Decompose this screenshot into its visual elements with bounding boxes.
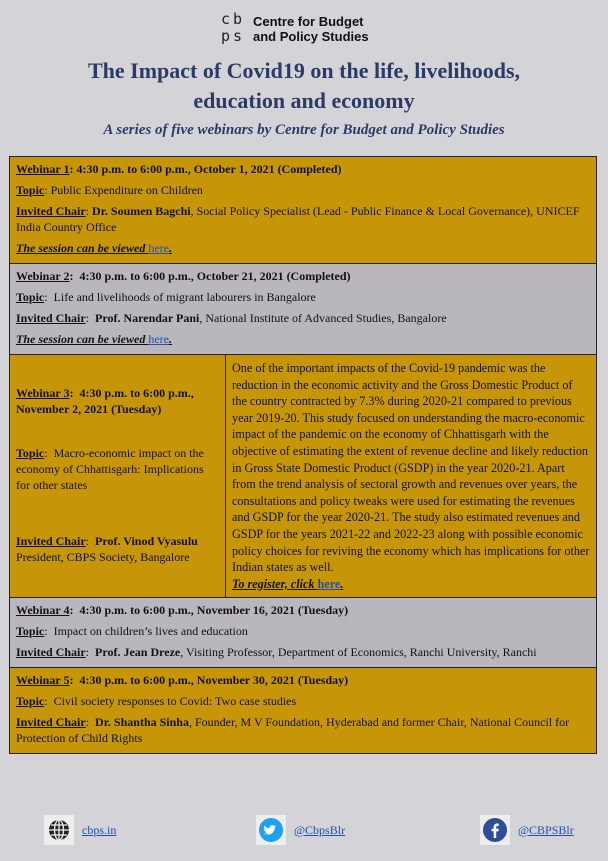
webinar-1-note: The session can be viewed (16, 241, 149, 255)
webinar-2-chair-label: Invited Chair (16, 311, 86, 325)
webinar-5-chair-name: Dr. Shantha Sinha (95, 715, 189, 729)
cbps-logo (221, 12, 369, 46)
webinar-3-info: Webinar 3: 4:30 p.m. to 6:00 p.m., November 2, 2021 (Tuesday) Topic: Macro-economic impact on the economy of Chhattisgarh: Implications for other states Invited Chair: Prof. Vinod Vyasulu President, CBPS Society, Bangalore (10, 355, 226, 597)
webinar-3-topic: Macro-economic impact on the economy of Chhattisgarh: Implications for other states (16, 446, 204, 492)
webinar-3-time: 4:30 p.m. to 6:00 p.m., November 2, 2021 (Tuesday) (16, 386, 194, 416)
footer (0, 815, 608, 847)
webinar-2-topic: Life and livelihoods of migrant labourers in Bangalore (53, 290, 316, 304)
webinar-3-description-cell: One of the important impacts of the Covid-19 pandemic was the reduction in the economic activity and the Gross Domestic Product of the country contracted by 7.3% during 2020-21 compared to previous year 2019-20. This study focused on understanding the macro-economic impact of the pandemic on the economy of Chhattisgarh with the objective of estimating the extent of revenue decline and likely reduction in Gross State Domestic Product (GSDP) in the year 2020-21. Apart from the trend analysis of sectoral growth and revenues over years, the consultations and policy tweaks were used for estimating the revenues and GSDP for the year 2020-21. The study also estimated revenues and GSDP for the years 2021-22 and 2022-23 along with possible economic policy choices for reviving the economy which has implications for other Indian states as well. To register, click here. (232, 361, 590, 591)
webinar-3-name: Webinar 3 (16, 386, 70, 400)
website-link[interactable]: cbps.in (82, 822, 117, 837)
webinar-4-chair-name: Prof. Jean Dreze (95, 645, 181, 659)
webinar-4-topic: Impact on children’s lives and education (53, 624, 248, 638)
webinar-5-topic: Civil society responses to Covid: Two case studies (53, 694, 297, 708)
webinar-2-note: The session can be viewed (16, 332, 149, 346)
webinar-2-time: 4:30 p.m. to 6:00 p.m., October 21, 2021 (Completed) (79, 269, 351, 283)
webinar-5-name: Webinar 5 (16, 673, 70, 687)
webinar-2-topic-label: Topic (16, 290, 45, 304)
webinar-1-topic-label: Topic (16, 183, 45, 197)
webinar-1-view-link[interactable]: here (148, 241, 169, 255)
webinar-4-name: Webinar 4 (16, 603, 70, 617)
webinar-3-topic-label: Topic (16, 446, 45, 460)
webinar-1-topic: Public Expenditure on Children (50, 183, 203, 197)
webinar-4-topic-label: Topic (16, 624, 45, 638)
webinar-3-register-link[interactable]: here (317, 576, 341, 591)
webinar-table (9, 156, 597, 754)
webinar-3-description: One of the important impacts of the Covid-19 pandemic was the reduction in the economic activity and the Gross Domestic Product of the country contracted by 7.3% during 2020-21 compared to previous year 2019-20. This study focused on understanding the macro-economic impact of the pandemic on the economy of Chhattisgarh with the objective of estimating the extent of revenue decline and likely reduction in Gross State Domestic Product (GSDP) in the year 2020-21. Apart from the trend analysis of sectoral growth and revenues over years, the consultations and policy tweaks were used for estimating the revenues and GSDP for the year 2020-21. The study also estimated revenues and GSDP for the years 2021-22 and 2022-23 along with possible economic policy choices for reviving the economy which has implications for other Indian states as well. (232, 361, 590, 575)
webinar-2-name: Webinar 2 (16, 269, 70, 283)
title-line1: The Impact of Covid19 on the life, livelihoods, (87, 58, 521, 83)
facebook-link[interactable]: @CBPSBlr (518, 822, 574, 837)
webinar-3-chair-name: Prof. Vinod Vyasulu (95, 534, 198, 548)
webinar-2-chair-rest: , National Institute of Advanced Studies, Bangalore (199, 311, 447, 325)
webinar-5-chair-rest: , Founder, M V Foundation, Hyderabad and former Chair, National Council for Protection of Child Rights (16, 715, 570, 745)
twitter-icon (256, 815, 286, 845)
footer-twitter[interactable] (256, 815, 345, 845)
webinar-5-row: Webinar 5: 4:30 p.m. to 6:00 p.m., November 30, 2021 (Tuesday) Topic: Civil society responses to Covid: Two case studies Invited Chair: Dr. Shantha Sinha, Founder, M V Foundation, Hyderabad and former Chair, National Council for Protection of Child Rights (10, 668, 596, 753)
globe-icon (44, 815, 74, 845)
webinar-2-view-link[interactable]: here (148, 332, 169, 346)
footer-website[interactable] (44, 815, 116, 845)
org-name-line1: Centre for Budget (253, 14, 364, 29)
page-title (0, 56, 608, 116)
webinar-1-chair-label: Invited Chair (16, 204, 86, 218)
page-subtitle: A series of five webinars by Centre for Budget and Policy Studies (103, 122, 505, 138)
webinar-3-chair-label: Invited Chair (16, 534, 86, 548)
facebook-icon (480, 815, 510, 845)
webinar-2-row: Webinar 2: 4:30 p.m. to 6:00 p.m., October 21, 2021 (Completed) Topic: Life and livelihoods of migrant labourers in Bangalore Invited Chair: Prof. Narendar Pani, National Institute of Advanced Studies, Bangalore The session can be viewed here. (10, 264, 596, 355)
cbps-logo-mark: c b p s (221, 10, 243, 45)
webinar-4-chair-label: Invited Chair (16, 645, 86, 659)
org-name (253, 14, 369, 44)
webinar-5-time: 4:30 p.m. to 6:00 p.m., November 30, 2021 (Tuesday) (79, 673, 349, 687)
webinar-4-chair-rest: , Visiting Professor, Department of Economics, Ranchi University, Ranchi (180, 645, 537, 659)
webinar-1-chair-name: Dr. Soumen Bagchi (92, 204, 191, 218)
webinar-3-chair-rest: President, CBPS Society, Bangalore (16, 550, 190, 564)
webinar-1-chair-rest: , Social Policy Specialist (Lead - Public Finance & Local Governance), UNICEF India Country Office (16, 204, 580, 234)
webinar-2-chair-name: Prof. Narendar Pani (95, 311, 200, 325)
webinar-4-row: Webinar 4: 4:30 p.m. to 6:00 p.m., November 16, 2021 (Tuesday) Topic: Impact on children’s lives and education Invited Chair: Prof. Jean Dreze, Visiting Professor, Department of Economics, Ranchi University, Ranchi (10, 598, 596, 668)
twitter-link[interactable]: @CbpsBlr (294, 822, 346, 837)
webinar-1-time: 4:30 p.m. to 6:00 p.m., October 1, 2021 (Completed) (76, 162, 342, 176)
webinar-5-topic-label: Topic (16, 694, 45, 708)
webinar-3-register-text: To register, click (232, 576, 318, 591)
webinar-1-row: Webinar 1: 4:30 p.m. to 6:00 p.m., October 1, 2021 (Completed) Topic: Public Expenditure on Children Invited Chair: Dr. Soumen Bagchi, Social Policy Specialist (Lead - Public Finance & Local Governance), UNICEF India Country Office The session can be viewed here. (10, 157, 596, 264)
webinar-4-time: 4:30 p.m. to 6:00 p.m., November 16, 2021 (Tuesday) (79, 603, 349, 617)
footer-facebook[interactable] (480, 815, 574, 845)
title-line2: education and economy (193, 88, 415, 113)
webinar-5-chair-label: Invited Chair (16, 715, 86, 729)
webinar-3-row (10, 355, 596, 598)
webinar-1-name: Webinar 1 (16, 162, 70, 176)
org-name-line2: and Policy Studies (253, 29, 369, 44)
